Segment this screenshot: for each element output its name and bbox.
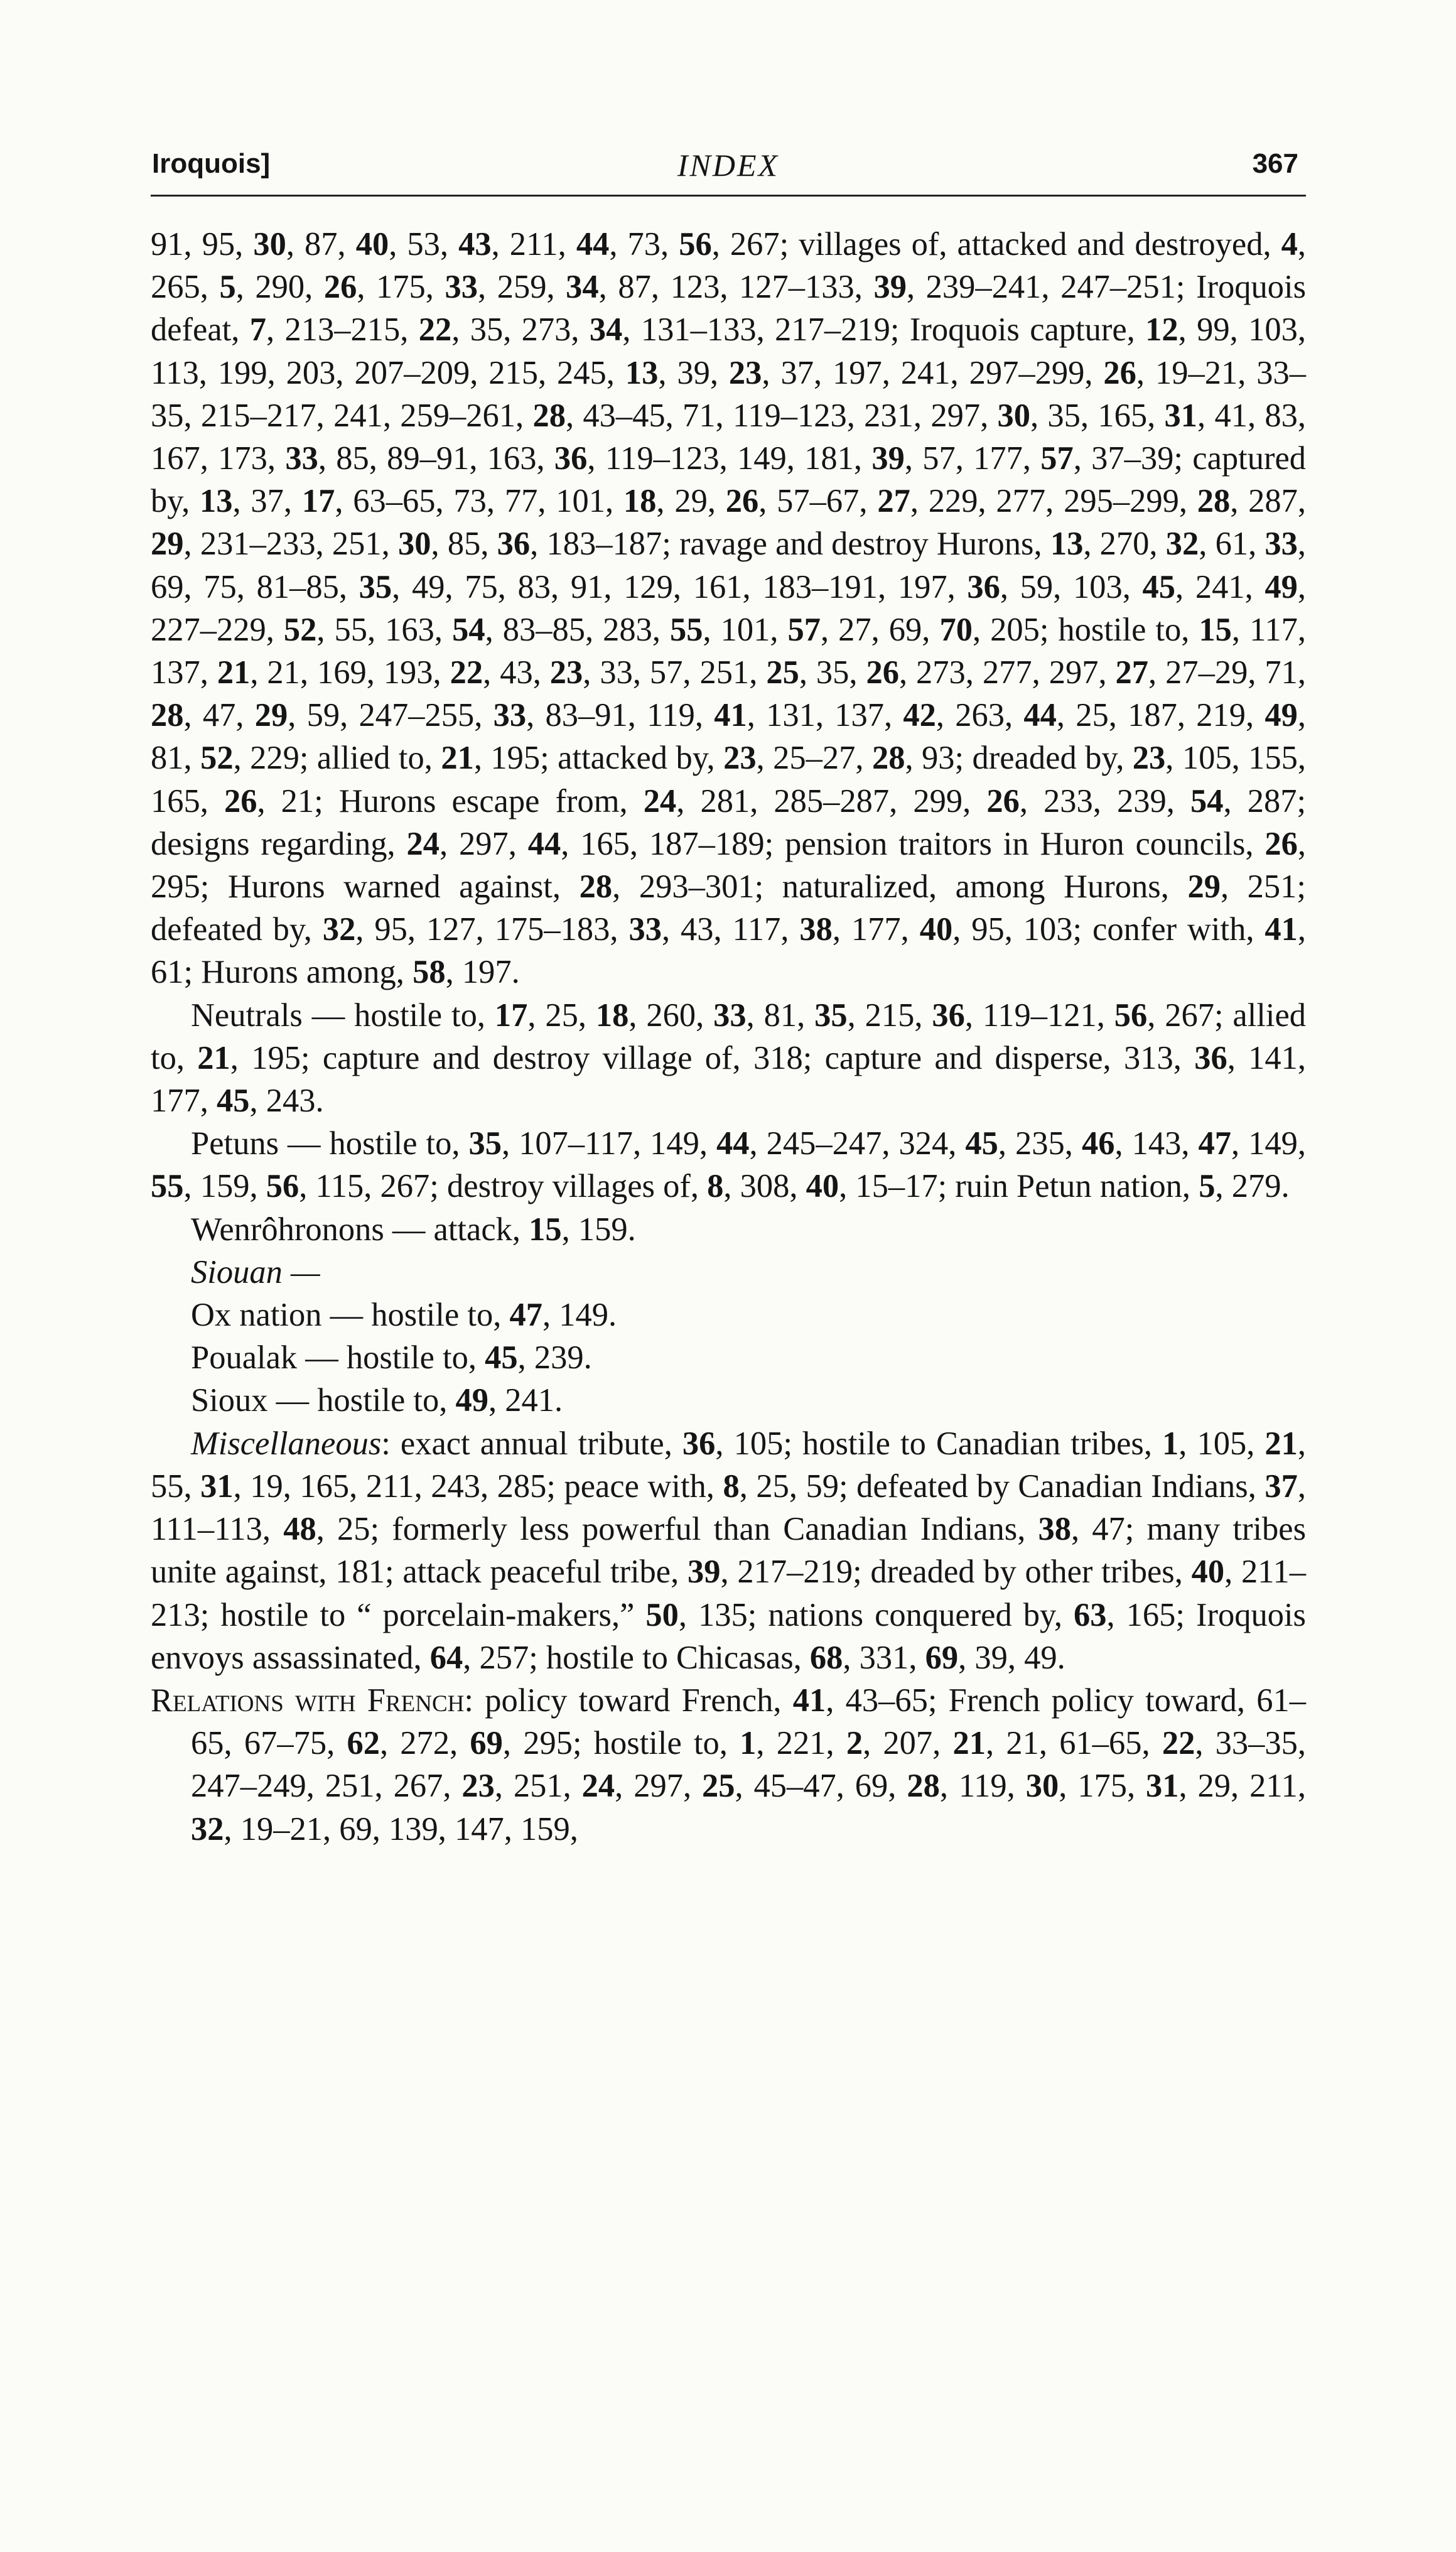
volume-number: 68 [809, 1639, 843, 1676]
entry-text: , 25, 59; defeated by Canadian Indians, [739, 1468, 1265, 1505]
volume-number: 13 [1050, 526, 1084, 563]
entry-text: , 107–117, 149, [502, 1125, 716, 1162]
volume-number: 27 [877, 483, 910, 520]
volume-number: 24 [581, 1768, 615, 1805]
entry-text: , 35, [799, 654, 866, 691]
volume-number: 54 [1190, 782, 1224, 819]
volume-number: 26 [725, 483, 759, 520]
entry-text: , 37–39; captured by, [151, 440, 1307, 520]
entry-text: , 59, 247–255, [288, 697, 493, 734]
index-entry [151, 1294, 1306, 1336]
volume-number: 42 [903, 697, 936, 734]
volume-number: 33 [493, 697, 527, 734]
subheading: Siouan — [191, 1253, 320, 1290]
entry-text: , 85, 89–91, 163, [318, 440, 554, 477]
entry-text: , 111–113, [151, 1468, 1306, 1548]
volume-number: 45 [965, 1125, 998, 1162]
entry-text: , 183–187; ravage and destroy Hurons, [530, 526, 1050, 563]
entry-text: , 141, 177, [151, 1039, 1306, 1120]
volume-number: 36 [554, 440, 588, 477]
entry-text: , 55, 163, [316, 611, 453, 648]
volume-number: 23 [723, 740, 757, 777]
entry-text: , 267; villages of, attacked and destroyed, [711, 226, 1281, 262]
volume-number: 32 [322, 911, 356, 948]
index-entry [151, 994, 1306, 1123]
volume-number: 23 [461, 1768, 495, 1805]
entry-text: , 265, [151, 226, 1307, 306]
entry-text: , 119–121, [964, 997, 1114, 1034]
entry-text: , 241, [1175, 568, 1265, 605]
volume-number: 26 [986, 782, 1020, 819]
volume-number: 17 [301, 483, 335, 520]
entry-text: , 39, 49. [958, 1639, 1065, 1676]
volume-number: 32 [1165, 526, 1199, 563]
volume-number: 8 [707, 1168, 724, 1205]
volume-number: 31 [1146, 1768, 1179, 1805]
volume-number: 30 [997, 397, 1031, 434]
index-entry [151, 1251, 1306, 1294]
entry-text: , 243. [249, 1083, 324, 1120]
entry-text: , 215, [847, 997, 932, 1034]
volume-number: 15 [529, 1211, 562, 1248]
volume-number: 45 [217, 1083, 250, 1120]
volume-number: 63 [1074, 1596, 1107, 1633]
entry-text: , 267; allied to, [151, 997, 1307, 1076]
volume-number: 41 [792, 1682, 826, 1719]
volume-number: 22 [1162, 1725, 1195, 1762]
entry-text: , 21, 61–65, [986, 1725, 1162, 1762]
entry-text: , 61; Hurons among, [151, 911, 1307, 991]
volume-number: 18 [595, 997, 629, 1034]
volume-number: 35 [814, 997, 848, 1034]
volume-number: 29 [151, 526, 184, 563]
entry-text: , 95, 103; confer with, [952, 911, 1265, 948]
volume-number: 27 [1115, 654, 1149, 691]
volume-number: 40 [1191, 1554, 1225, 1591]
entry-text: , 239–241, 247–251; Iroquois defeat, [151, 269, 1307, 349]
entry-text: , 27–29, 71, [1148, 654, 1307, 691]
index-entry [151, 223, 1306, 994]
volume-number: 38 [799, 911, 833, 948]
volume-number: 52 [283, 611, 317, 648]
volume-number: 39 [687, 1554, 721, 1591]
volume-number: 18 [623, 483, 657, 520]
volume-number: 2 [846, 1725, 863, 1762]
entry-text: , 19, 165, 211, 243, 285; peace with, [233, 1468, 723, 1505]
volume-number: 28 [532, 397, 566, 434]
entry-text: , 260, [628, 997, 714, 1034]
entry-text: , 229, 277, 295–299, [910, 483, 1197, 520]
entry-text: , 57, 177, [904, 440, 1041, 477]
volume-number: 34 [566, 269, 599, 306]
entry-text: , 251, [494, 1768, 582, 1805]
entry-text: , 131–133, 217–219; Iroquois capture, [622, 311, 1146, 349]
index-entry [151, 1379, 1306, 1422]
entry-text: , 19–21, 33–35, 215–217, 241, 259–261, [151, 354, 1306, 434]
entry-text: , 15–17; ruin Petun nation, [839, 1168, 1199, 1205]
section-heading: Relations with French [151, 1682, 465, 1719]
entry-text: , 213–215, [266, 311, 419, 349]
entry-text: , 37, 197, 241, 297–299, [762, 354, 1104, 391]
volume-number: 36 [1194, 1039, 1227, 1076]
entry-text: , 229; allied to, [233, 740, 441, 777]
entry-text: , 43, [483, 654, 550, 691]
entry-text: , 295; Hurons warned against, [151, 825, 1307, 906]
volume-number: 49 [455, 1382, 488, 1419]
volume-number: 4 [1281, 226, 1298, 262]
volume-number: 29 [1187, 868, 1221, 906]
entry-text: , 83–91, 119, [526, 697, 715, 734]
entry-text: , 29, [656, 483, 726, 520]
volume-number: 40 [919, 911, 953, 948]
page-number: 367 [1252, 148, 1298, 179]
volume-number: 24 [406, 825, 439, 862]
volume-number: 28 [1197, 483, 1231, 520]
entry-text: , 25–27, [756, 740, 872, 777]
index-entry [151, 1422, 1306, 1679]
volume-number: 57 [1040, 440, 1074, 477]
entry-text: , 149. [542, 1297, 617, 1334]
volume-number: 55 [151, 1168, 184, 1205]
entry-text: , 195; capture and destroy village of, 318; capture and disperse, 313, [230, 1039, 1195, 1076]
entry-text: , 105; hostile to Canadian tribes, [715, 1425, 1163, 1462]
entry-text: , 143, [1114, 1125, 1199, 1162]
volume-number: 40 [355, 226, 389, 262]
volume-number: 36 [497, 526, 531, 563]
volume-number: 36 [932, 997, 965, 1034]
entry-text: , 43–65; French policy toward, 61–65, 67–75, [191, 1682, 1306, 1762]
volume-number: 56 [679, 226, 712, 262]
entry-text: , 95, 127, 175–183, [355, 911, 629, 948]
volume-number: 45 [1142, 568, 1176, 605]
index-entry [151, 1208, 1306, 1251]
volume-number: 32 [191, 1810, 224, 1847]
volume-number: 24 [643, 782, 677, 819]
volume-number: 40 [806, 1168, 839, 1205]
volume-number: 21 [197, 1039, 230, 1076]
entry-text: , 35, 165, [1030, 397, 1165, 434]
volume-number: 23 [1132, 740, 1166, 777]
entry-text: , 117, 137, [151, 611, 1306, 691]
entry-text: , 211–213; hostile to “ porcelain-makers,” [151, 1554, 1307, 1633]
entry-text: , 43, 117, [661, 911, 800, 948]
volume-number: 17 [494, 997, 528, 1034]
volume-number: 26 [866, 654, 899, 691]
entry-text: , 245–247, 324, [749, 1125, 966, 1162]
entry-text: , 331, [843, 1639, 925, 1676]
volume-number: 47 [1198, 1125, 1231, 1162]
entry-text: , 287; designs regarding, [151, 782, 1307, 862]
volume-number: 64 [429, 1639, 463, 1676]
volume-number: 23 [728, 354, 762, 391]
entry-text: , 221, [756, 1725, 846, 1762]
entry-text: , 81, [151, 697, 1307, 777]
entry-text: Petuns — hostile to, [191, 1125, 469, 1162]
entry-text: , 273, 277, 297, [898, 654, 1116, 691]
volume-number: 56 [1114, 997, 1148, 1034]
volume-number: 44 [716, 1125, 750, 1162]
volume-number: 48 [283, 1511, 316, 1548]
entry-text: , 25, 187, 219, [1056, 697, 1265, 734]
entry-text: , 43–45, 71, 119–123, 231, 297, [565, 397, 998, 434]
entry-text: , 149, [1231, 1125, 1306, 1162]
index-page [151, 144, 1306, 1851]
volume-number: 41 [714, 697, 747, 734]
entry-text: , 239. [517, 1339, 592, 1376]
volume-number: 30 [1025, 1768, 1059, 1805]
entry-text: , 131, 137, [747, 697, 903, 734]
volume-number: 39 [871, 440, 905, 477]
volume-number: 36 [967, 568, 1000, 605]
volume-number: 28 [871, 740, 905, 777]
volume-number: 38 [1038, 1511, 1072, 1548]
volume-number: 13 [625, 354, 659, 391]
entry-text: , 272, [379, 1725, 470, 1762]
entry-text: Wenrôhronons — attack, [191, 1211, 529, 1248]
index-entry [151, 1336, 1306, 1379]
entry-text: , 25, [527, 997, 596, 1034]
entry-text: Sioux — hostile to, [191, 1382, 456, 1419]
volume-number: 5 [219, 269, 236, 306]
volume-number: 26 [224, 782, 257, 819]
entry-text: , 57–67, [758, 483, 878, 520]
entry-text: , 290, [235, 269, 324, 306]
entry-text: , 175, [357, 269, 445, 306]
volume-number: 49 [1265, 568, 1298, 605]
entry-text: , 35, 273, [451, 311, 590, 349]
volume-number: 31 [200, 1468, 234, 1505]
entry-text: , 47; many tribes unite against, 181; attack peaceful tribe, [151, 1511, 1306, 1591]
entry-text: , 297, [439, 825, 528, 862]
running-head-section: Iroquois] [152, 148, 271, 179]
volume-number: 69 [925, 1639, 959, 1676]
entry-text: , 197. [445, 954, 520, 991]
volume-number: 33 [1265, 526, 1298, 563]
entry-text: , 29, 211, [1178, 1768, 1306, 1805]
volume-number: 26 [323, 269, 357, 306]
entry-text: , 55, [151, 1425, 1307, 1505]
entry-text: Ox nation — hostile to, [191, 1297, 510, 1334]
index-entry [151, 1122, 1306, 1208]
entry-text: , 119, [939, 1768, 1026, 1805]
entry-text: , 227–229, [151, 568, 1307, 648]
volume-number: 13 [200, 483, 233, 520]
entry-text: , 159, [183, 1168, 266, 1205]
volume-number: 26 [1103, 354, 1136, 391]
entry-text: , 33–35, 247–249, 251, 267, [191, 1725, 1307, 1805]
entry-text: , 19–21, 69, 139, 147, 159, [224, 1810, 578, 1847]
entry-text: , 105, [1178, 1425, 1265, 1462]
entry-text: , 87, [286, 226, 356, 262]
volume-number: 30 [253, 226, 286, 262]
entry-text: , 81, [746, 997, 815, 1034]
volume-number: 28 [579, 868, 613, 906]
volume-number: 70 [939, 611, 973, 648]
volume-number: 44 [1023, 697, 1057, 734]
volume-number: 22 [418, 311, 452, 349]
volume-number: 46 [1081, 1125, 1115, 1162]
entry-text: , 21, 169, 193, [250, 654, 450, 691]
entry-text: , 308, [723, 1168, 806, 1205]
entry-text: , 87, 123, 127–133, [598, 269, 874, 306]
entry-text: , 165, 187–189; pension traitors in Huron councils, [561, 825, 1265, 862]
entry-text: , 69, 75, 81–85, [151, 526, 1307, 605]
entry-text: , 259, [478, 269, 566, 306]
volume-number: 5 [1199, 1168, 1216, 1205]
entry-text: , 279. [1215, 1168, 1290, 1205]
volume-number: 22 [450, 654, 483, 691]
entry-text: , 41, 83, 167, 173, [151, 397, 1306, 477]
entry-text: : exact annual tribute, [381, 1425, 682, 1462]
entry-text: , 83–85, 283, [485, 611, 670, 648]
entry-text: 91, 95, [151, 226, 254, 262]
entry-text: , 135; nations conquered by, [678, 1596, 1074, 1633]
entry-text: , 235, [998, 1125, 1082, 1162]
volume-number: 57 [787, 611, 821, 648]
volume-number: 25 [701, 1768, 735, 1805]
volume-number: 25 [766, 654, 799, 691]
volume-number: 33 [445, 269, 478, 306]
volume-number: 50 [645, 1596, 679, 1633]
entry-text: , 73, [609, 226, 679, 262]
entry-text: , 61, [1199, 526, 1265, 563]
volume-number: 37 [1265, 1468, 1298, 1505]
volume-number: 35 [468, 1125, 502, 1162]
volume-number: 26 [1265, 825, 1298, 862]
entry-text: , 233, 239, [1019, 782, 1190, 819]
volume-number: 30 [398, 526, 431, 563]
volume-number: 7 [249, 311, 266, 349]
volume-number: 36 [682, 1425, 716, 1462]
entry-text: , 207, [863, 1725, 953, 1762]
volume-number: 28 [151, 697, 184, 734]
volume-number: 31 [1164, 397, 1198, 434]
entry-text: : policy toward French, [464, 1682, 793, 1719]
entry-text: , 49, 75, 83, 91, 129, 161, 183–191, 197, [392, 568, 968, 605]
volume-number: 15 [1199, 611, 1232, 648]
entry-text: , 33, 57, 251, [583, 654, 767, 691]
volume-number: 43 [458, 226, 492, 262]
entry-text: , 101, [703, 611, 788, 648]
volume-number: 41 [1265, 911, 1298, 948]
volume-number: 44 [576, 226, 610, 262]
volume-number: 21 [217, 654, 251, 691]
entry-text: , 53, [389, 226, 459, 262]
entry-text: , 281, 285–287, 299, [676, 782, 987, 819]
running-head [151, 144, 1306, 197]
entry-text: , 211, [491, 226, 576, 262]
entry-text: , 159. [561, 1211, 636, 1248]
entry-text: , 45–47, 69, [735, 1768, 907, 1805]
entry-text: , 63–65, 73, 77, 101, [335, 483, 623, 520]
entry-text: , 195; attacked by, [473, 740, 724, 777]
entry-text: , 287, [1230, 483, 1307, 520]
volume-number: 54 [452, 611, 485, 648]
volume-number: 39 [873, 269, 907, 306]
entry-text: , 93; dreaded by, [905, 740, 1133, 777]
volume-number: 12 [1145, 311, 1178, 349]
entry-text: , 297, [615, 1768, 702, 1805]
volume-number: 21 [441, 740, 474, 777]
volume-number: 44 [527, 825, 561, 862]
entry-text: , 21; Hurons escape from, [257, 782, 644, 819]
volume-number: 69 [470, 1725, 503, 1762]
entry-text: , 270, [1083, 526, 1166, 563]
volume-number: 29 [254, 697, 288, 734]
entry-text: , 27, 69, [821, 611, 940, 648]
entry-text: , 25; formerly less powerful than Canadian Indians, [316, 1511, 1038, 1548]
entry-text: , 37, [232, 483, 302, 520]
entry-text: , 119–123, 149, 181, [587, 440, 872, 477]
entry-text: , 105, 155, 165, [151, 740, 1307, 819]
volume-number: 1 [1162, 1425, 1179, 1462]
volume-number: 21 [1265, 1425, 1298, 1462]
volume-number: 23 [549, 654, 583, 691]
volume-number: 52 [200, 740, 234, 777]
entry-text: , 85, [431, 526, 497, 563]
volume-number: 45 [485, 1339, 518, 1376]
volume-number: 62 [347, 1725, 380, 1762]
volume-number: 34 [589, 311, 623, 349]
volume-number: 47 [509, 1297, 542, 1334]
entry-text: Poualak — hostile to, [191, 1339, 485, 1376]
volume-number: 28 [907, 1768, 940, 1805]
volume-number: 49 [1265, 697, 1298, 734]
entry-text: , 257; hostile to Chicasas, [463, 1639, 810, 1676]
volume-number: 56 [266, 1168, 299, 1205]
entry-text: , 165; Iroquois envoys assassinated, [151, 1596, 1306, 1676]
volume-number: 33 [713, 997, 747, 1034]
entry-text: Neutrals — hostile to, [191, 997, 495, 1034]
entry-text: , 99, 103, 113, 199, 203, 207–209, 215, 245, [151, 311, 1307, 391]
volume-number: 21 [952, 1725, 986, 1762]
entry-text: , 39, [658, 354, 729, 391]
entry-text: , 205; hostile to, [972, 611, 1199, 648]
volume-number: 55 [669, 611, 703, 648]
entry-text: , 177, [832, 911, 920, 948]
entry-text: , 175, [1059, 1768, 1146, 1805]
volume-number: 33 [285, 440, 318, 477]
entry-text: , 115, 267; destroy villages of, [299, 1168, 708, 1205]
volume-number: 1 [740, 1725, 757, 1762]
entry-text: , 47, [183, 697, 255, 734]
index-body [151, 223, 1306, 1851]
index-entry [151, 1679, 1306, 1851]
volume-number: 35 [359, 568, 392, 605]
subheading: Miscellaneous [191, 1425, 382, 1462]
volume-number: 8 [723, 1468, 740, 1505]
entry-text: , 241. [488, 1382, 563, 1419]
entry-text: , 263, [936, 697, 1024, 734]
entry-text: , 293–301; naturalized, among Hurons, [612, 868, 1188, 906]
entry-text: , 231–233, 251, [183, 526, 398, 563]
running-head-title: INDEX [677, 148, 780, 183]
entry-text: , 59, 103, [1000, 568, 1143, 605]
volume-number: 33 [628, 911, 662, 948]
entry-text: , 251; defeated by, [151, 868, 1306, 948]
entry-text: , 295; hostile to, [502, 1725, 740, 1762]
volume-number: 58 [413, 954, 446, 991]
entry-text: , 217–219; dreaded by other tribes, [720, 1554, 1192, 1591]
